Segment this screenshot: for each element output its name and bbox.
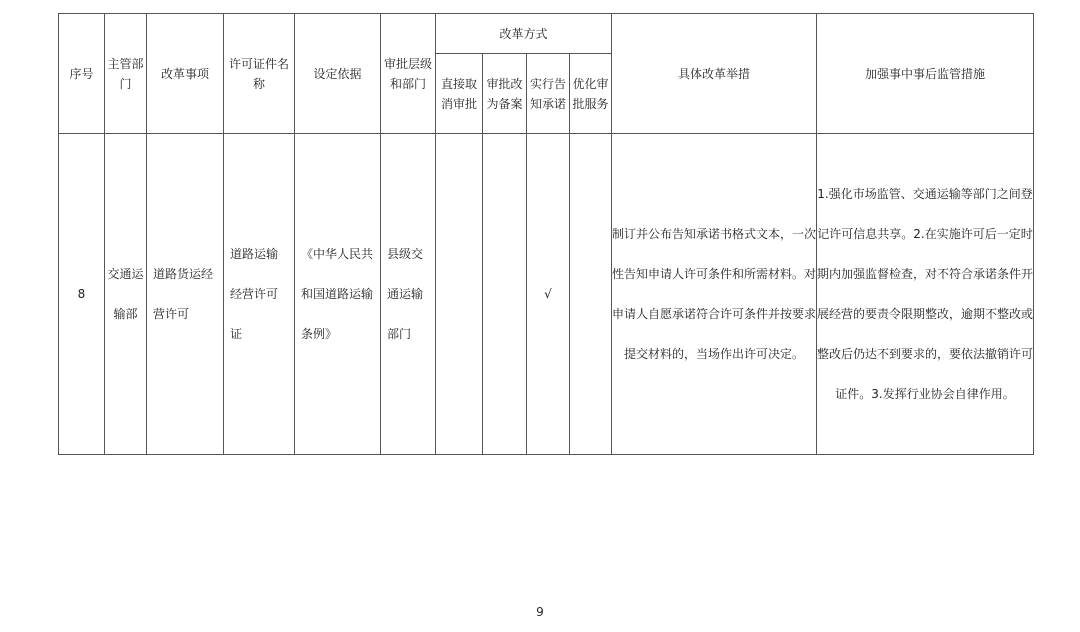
header-reform-mode: 改革方式 [436, 14, 612, 54]
header-supervision: 加强事中事后监管措施 [817, 14, 1034, 134]
cell-license [224, 134, 295, 455]
header-level: 审批层级和部门 [381, 14, 436, 134]
header-dept: 主管部门 [105, 14, 147, 134]
header-mode-cancel: 直接取消审批 [436, 54, 483, 134]
reform-table [58, 13, 1034, 455]
cell-mode-optimize [570, 134, 612, 455]
cell-item-text: 道路货运经营许可 [153, 267, 214, 321]
page-number: 9 [536, 605, 544, 619]
cell-dept: 交通运输部 [105, 134, 147, 455]
header-mode-filing: 审批改为备案 [483, 54, 527, 134]
cell-level [381, 134, 436, 455]
cell-seq: 8 [59, 134, 105, 455]
header-basis: 设定依据 [295, 14, 381, 134]
cell-mode-notify: √ [527, 134, 570, 455]
cell-mode-filing [483, 134, 527, 455]
cell-supervision: 1.强化市场监管、交通运输等部门之间登记许可信息共享。2.在实施许可后一定时期内加强监督检查，对不符合承诺条件开展经营的要责令限期整改，逾期不整改或整改后仍达不到要求的，要依法撤销许可证件。3.发挥行业协会自律作用。 [817, 134, 1034, 455]
cell-mode-cancel [436, 134, 483, 455]
header-measures: 具体改革举措 [612, 14, 817, 134]
cell-item [147, 134, 224, 455]
header-mode-notify: 实行告知承诺 [527, 54, 570, 134]
cell-basis [295, 134, 381, 455]
cell-measures: 制订并公布告知承诺书格式文本，一次性告知申请人许可条件和所需材料。对申请人自愿承诺符合许可条件并按要求提交材料的，当场作出许可决定。 [612, 134, 817, 455]
header-license: 许可证件名称 [224, 14, 295, 134]
cell-license-text: 道路运输经营许可证 [230, 247, 279, 341]
header-item: 改革事项 [147, 14, 224, 134]
cell-level-text: 县级交通运输部门 [387, 247, 424, 341]
cell-basis-text: 《中华人民共和国道路运输条例》 [301, 247, 374, 341]
header-seq: 序号 [59, 14, 105, 134]
table-row [59, 134, 1034, 455]
header-mode-optimize: 优化审批服务 [570, 54, 612, 134]
